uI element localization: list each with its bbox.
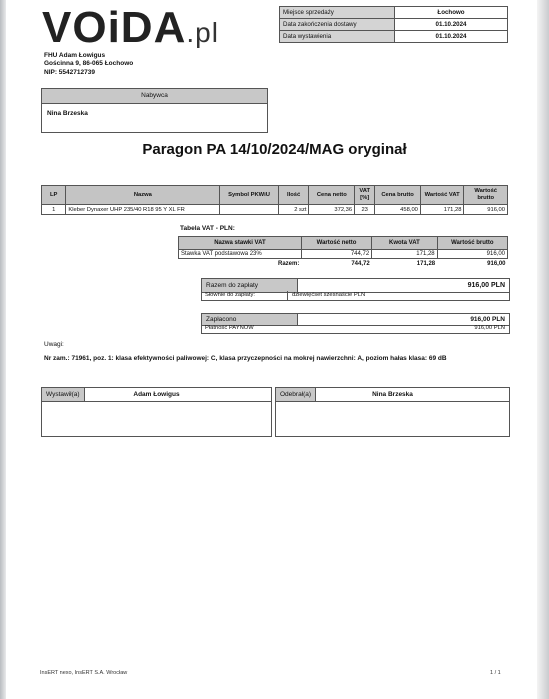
meta-value: 01.10.2024	[395, 31, 508, 43]
col-vat-name: Nazwa stawki VAT	[179, 237, 302, 250]
amount-in-words	[201, 291, 510, 301]
col-vat-value: Wartość VAT	[420, 186, 464, 205]
payment-method-label: Płatność PAYNOW	[205, 325, 254, 331]
order-note: Nr zam.: 71961, poz. 1: klasa efektywności paliwowej: C, klasa przyczepności na mokrej nawierzchni: A, poziom hałas klasa: 69 dB	[44, 355, 447, 362]
vat-total-gross: 916,00	[487, 260, 506, 267]
issued-by-name: Adam Łowigus	[133, 391, 180, 398]
cell-vat-rate: 23	[355, 205, 375, 215]
col-net-price: Cena netto	[309, 186, 355, 205]
meta-value: 01.10.2024	[395, 19, 508, 31]
amount-due-value: 916,00 PLN	[467, 282, 505, 289]
vat-total-row	[179, 259, 508, 269]
items-header-row	[42, 186, 508, 205]
col-pkwiu: Symbol PKWiU	[220, 186, 278, 205]
col-lp: LP	[42, 186, 66, 205]
cell-vat-name: Stawka VAT podstawowa 23%	[179, 250, 302, 259]
seller-address: Gościnna 9, 86-065 Łochowo	[44, 60, 134, 68]
col-gross-price: Cena brutto	[375, 186, 421, 205]
logo-suffix: .pl	[186, 17, 219, 48]
cell-vat-value: 171,28	[420, 205, 464, 215]
cell-vat-gross: 916,00	[437, 250, 507, 259]
vat-total-amount: 171,28	[416, 260, 436, 267]
meta-label: Data zakończenia dostawy	[280, 19, 395, 31]
document-title: Paragon PA 14/10/2024/MAG oryginał	[142, 141, 407, 158]
col-name: Nazwa	[66, 186, 220, 205]
issued-by-label: Wystawił(a)	[42, 388, 85, 401]
cell-lp: 1	[42, 205, 66, 215]
cell-vat-amount: 171,28	[372, 250, 437, 259]
meta-row	[280, 7, 508, 19]
paid-value: 916,00 PLN	[470, 316, 505, 323]
seller-info	[44, 52, 133, 77]
table-row	[42, 205, 508, 215]
col-vat-gross: Wartość brutto	[437, 237, 507, 250]
meta-value: Łochowo	[395, 7, 508, 19]
company-logo	[42, 3, 219, 55]
amount-in-words-label: Słownie do zapłaty:	[202, 291, 288, 300]
cell-name: Kleber Dynaxer UHP 235/40 R18 95 Y XL FR	[66, 205, 220, 215]
received-by-header	[276, 388, 509, 402]
col-vat-rate: VAT [%]	[355, 186, 375, 205]
meta-label: Miejsce sprzedaży	[280, 7, 395, 19]
cell-gross-price: 458,00	[375, 205, 421, 215]
col-qty: Ilość	[278, 186, 309, 205]
scan-edge-left	[0, 0, 6, 699]
buyer-header: Nabywca	[42, 89, 267, 104]
items-table	[41, 185, 508, 215]
paid-label: Zapłacono	[206, 316, 237, 323]
seller-name: FHU Adam Łowigus	[44, 52, 106, 59]
meta-row	[280, 19, 508, 31]
col-vat-amount: Kwota VAT	[372, 237, 437, 250]
notes-label: Uwagi:	[44, 341, 64, 348]
amount-in-words-value: dziewięćset szesnaście PLN	[292, 292, 366, 298]
vat-header-row	[179, 237, 508, 250]
footer-page-number: 1 / 1	[490, 670, 501, 676]
col-gross-value: Wartość brutto	[464, 186, 508, 205]
cell-pkwiu	[220, 205, 278, 215]
cell-net-price: 372,36	[309, 205, 355, 215]
received-by-name: Nina Brzeska	[372, 391, 413, 398]
table-row	[179, 250, 508, 259]
payment-method	[201, 324, 510, 334]
vat-table-label: Tabela VAT - PLN:	[180, 225, 235, 232]
vat-total-net: 744,72	[351, 260, 370, 267]
payment-method-value: 916,00 PLN	[474, 325, 505, 331]
vat-table	[178, 236, 508, 268]
issued-by-box	[41, 387, 272, 437]
received-by-label: Odebrał(a)	[276, 388, 316, 401]
logo-main: VOiDA	[42, 3, 187, 52]
received-by-box	[275, 387, 510, 437]
cell-gross-value: 916,00	[464, 205, 508, 215]
meta-row	[280, 31, 508, 43]
scan-edge-right	[537, 0, 549, 699]
meta-label: Data wystawienia	[280, 31, 395, 43]
buyer-name: Nina Brzeska	[47, 110, 88, 117]
issued-by-header	[42, 388, 271, 402]
buyer-box	[41, 88, 268, 133]
seller-nip: NIP: 5542712739	[44, 68, 95, 76]
col-vat-net: Wartość netto	[301, 237, 371, 250]
vat-total-label: Razem:	[278, 260, 300, 267]
cell-vat-net: 744,72	[301, 250, 371, 259]
footer-software: InsERT nexo, InsERT S.A. Wrocław	[40, 670, 128, 676]
document-meta-table	[279, 6, 508, 43]
amount-due-label: Razem do zapłaty	[206, 282, 259, 289]
cell-qty: 2 szt	[278, 205, 309, 215]
